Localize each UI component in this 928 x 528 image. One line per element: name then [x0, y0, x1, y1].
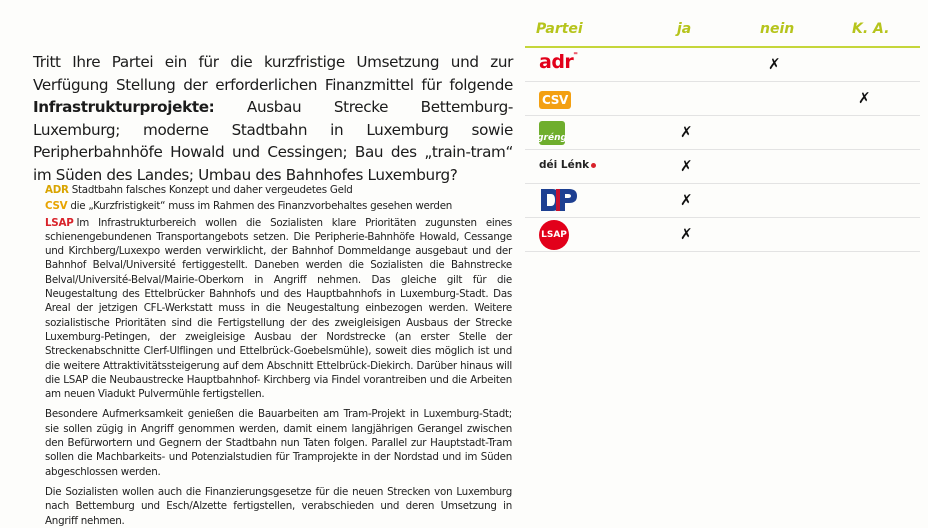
- answer-adr: [45, 183, 512, 197]
- row-lenk-ja: ✗: [680, 157, 693, 175]
- table-row-lenk: [525, 150, 920, 184]
- row-csv-ka: ✗: [858, 89, 871, 107]
- question-part2: Ausbau Strecke Bettemburg-Luxemburg; moderne Stadtbahn in Luxemburg sowie Peripherbahnhöfe Howald und Cessingen; Bau des „train-tram“ im Süden des Landes; Umbau des Bahnhofes Luxemburg?: [33, 98, 513, 184]
- lenk-logo: déi Lénk: [539, 159, 596, 181]
- row-lsap-ja: ✗: [680, 225, 693, 243]
- answer-lsap-p1: Im Infrastrukturbereich wollen die Sozialisten klare Prioritäten zugunsten eines schienengebundenen Transportangebots setzen. Die Peripherie-Bahnhöfe Howald, Cessange und Kirchberg/Luxexpo werden verwirklicht, der Bahnhof Dommeldange ausgebaut und der Bahnhof Belval/Université fertiggestellt. Daneben werden die Sozialisten die Bahnstrecke Belval/Université-Belval/Mairie-Oberkorn in Angriff nehmen. Das gleiche gilt für die Neugestaltung des Ettelbrücker Bahnhofs und des Hauptbahnhofs in Luxemburg-Stadt. Das Areal der jetzigen CFL-Werkstatt muss in die Neugestaltung einbezogen werden. Weitere sozialistische Prioritäten sind die Fertigstellung der des zweigleisigen Ausbaus der Strecke Luxemburg-Petingen, der zweigleisige Ausbau der Nordstrecke (an erster Stelle der Streckenabschnitte Clerf-Ulflingen und Ettelbrück-Goebelsmühle), soweit dies möglich ist und die weitere Attraktivitätssteigerung auf dem Abschnitt Ettelbrück-Diekirch. Darüber hinaus will die LSAP die Neubaustrecke Hauptbahnhof- Kirchberg via Findel vorantreiben und die Arbeiten am neuen Viadukt Pulvermühle fertigstellen.: [45, 216, 512, 401]
- header-ka: K. A.: [852, 21, 890, 37]
- table-row-lsap: [525, 218, 920, 252]
- answer-adr-text: Stadtbahn falsches Konzept und daher vergeudetes Geld: [71, 184, 353, 196]
- question-text: [33, 51, 513, 186]
- answer-csv: [45, 199, 512, 213]
- row-adr-nein: ✗: [768, 55, 781, 73]
- row-dp-ja: ✗: [680, 191, 693, 209]
- answer-lsap-label: LSAP: [45, 216, 74, 229]
- answer-adr-label: ADR: [45, 184, 69, 196]
- answer-lsap-p2: Besondere Aufmerksamkeit genießen die Bauarbeiten am Tram-Projekt in Luxemburg-Stadt; sie sollen zügig in Angriff genommen werden, damit einem langjährigen Gerangel zwischen den Befürwortern und Gegnern der Stadtbahn nun Taten folgen. Parallel zur Hauptstadt-Tram sollen die Machbarkeits- und Potenzialstudien für Tramprojekte in der Nordstad und im Süden abgeschlossen werden.: [45, 408, 512, 478]
- question-part1: Tritt Ihre Partei ein für die kurzfristige Umsetzung und zur Verfügung Stellung der erforderlichen Finanzmittel für folgende: [33, 53, 513, 94]
- lsap-logo: LSAP: [539, 220, 569, 250]
- table-row-greng: [525, 116, 920, 150]
- question-bold: Infrastrukturprojekte:: [33, 98, 215, 116]
- vote-table: [525, 18, 920, 252]
- table-row-adr: [525, 48, 920, 82]
- party-answers: [45, 183, 512, 528]
- adr-logo: adr⁼: [539, 51, 578, 73]
- table-row-csv: [525, 82, 920, 116]
- answer-lsap-p3: Die Sozialisten wollen auch die Finanzierungsgesetze für die neuen Strecken von Luxemburg nach Bettemburg und Esch/Alzette fertigstellen, verabschieden und deren Umsetzung in Angriff nehmen.: [45, 485, 512, 527]
- csv-logo: CSV: [539, 91, 571, 109]
- answer-csv-label: CSV: [45, 200, 68, 213]
- header-ja: ja: [677, 21, 692, 37]
- answer-lsap: [45, 216, 512, 402]
- answer-csv-text: die „Kurzfristigkeit“ muss im Rahmen des Finanzvorbehaltes gesehen werden: [70, 200, 453, 213]
- dp-logo: [539, 187, 579, 213]
- table-header: [525, 18, 920, 48]
- table-row-dp: [525, 184, 920, 218]
- row-greng-ja: ✗: [680, 123, 693, 141]
- greng-logo: gréng: [539, 121, 565, 145]
- header-partei: Partei: [536, 21, 583, 37]
- header-nein: nein: [760, 21, 795, 37]
